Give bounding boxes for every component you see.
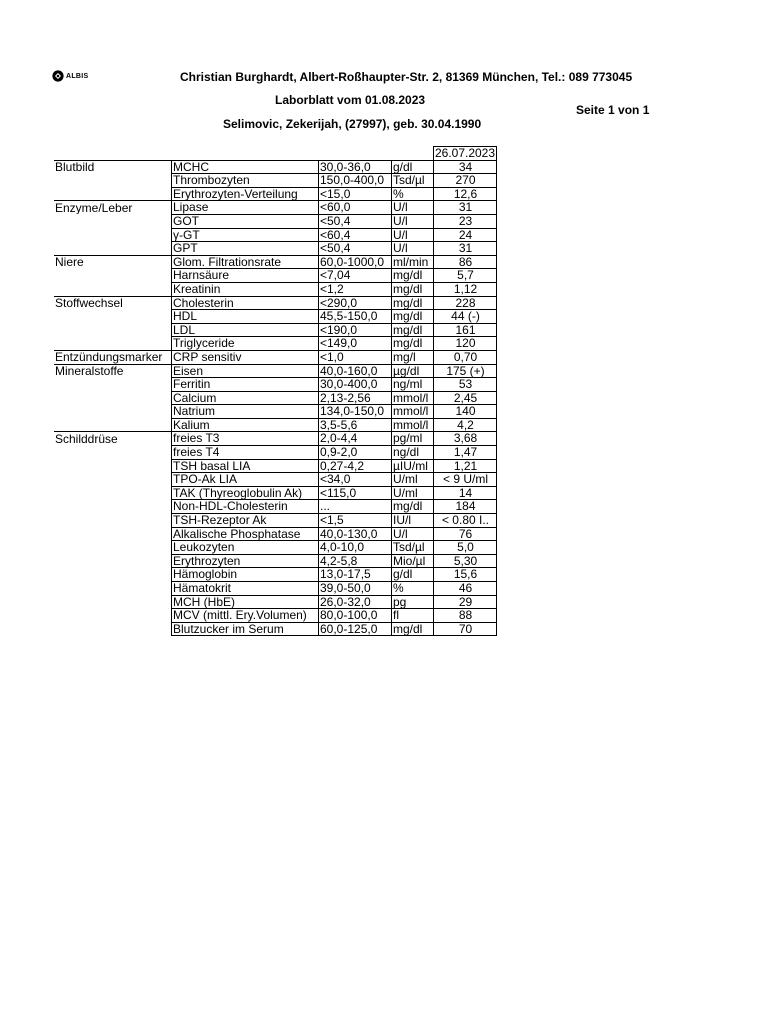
result-value-cell: 53 [434, 378, 497, 392]
result-value-cell: 46 [434, 582, 497, 596]
lab-result-row [54, 228, 497, 242]
test-name-cell: TSH-Rezeptor Ak [172, 514, 319, 528]
lab-results-body [54, 147, 497, 636]
unit-cell: Tsd/µl [392, 541, 434, 555]
unit-cell: mg/dl [392, 622, 434, 636]
result-value-cell: 5,7 [434, 269, 497, 283]
reference-range-cell: 2,0-4,4 [319, 432, 392, 446]
test-name-cell: GOT [172, 214, 319, 228]
blank-header-cell [172, 147, 319, 161]
unit-cell: mmol/l [392, 391, 434, 405]
reference-range-cell: <50,4 [319, 214, 392, 228]
result-value-cell: 175 (+) [434, 364, 497, 378]
result-value-cell: < 0.80 I.. [434, 514, 497, 528]
unit-cell: U/l [392, 228, 434, 242]
result-value-cell: 1,21 [434, 459, 497, 473]
sheet-title: Laborblatt vom 01.08.2023 [275, 93, 426, 107]
lab-result-row [54, 378, 497, 392]
test-name-cell: Hämatokrit [172, 582, 319, 596]
unit-cell: µg/dl [392, 364, 434, 378]
result-value-cell: 0,70 [434, 350, 497, 364]
reference-range-cell: 80,0-100,0 [319, 609, 392, 623]
test-name-cell: Calcium [172, 391, 319, 405]
category-cell: Mineralstoffe [54, 364, 172, 378]
unit-cell: mg/dl [392, 323, 434, 337]
unit-cell: mg/dl [392, 282, 434, 296]
category-cell [54, 527, 172, 541]
reference-range-cell: <149,0 [319, 337, 392, 351]
reference-range-cell: <50,4 [319, 242, 392, 256]
category-cell [54, 514, 172, 528]
result-value-cell: 86 [434, 255, 497, 269]
lab-result-row [54, 160, 497, 174]
result-value-cell: 76 [434, 527, 497, 541]
result-value-cell: 2,45 [434, 391, 497, 405]
category-cell [54, 228, 172, 242]
doctor-address-line: Christian Burghardt, Albert-Roßhaupter-Str. 2, 81369 München, Tel.: 089 773045 [180, 70, 633, 84]
category-cell [54, 405, 172, 419]
category-cell [54, 187, 172, 201]
reference-range-cell: <1,5 [319, 514, 392, 528]
result-date: 26.07.2023 [434, 146, 496, 160]
test-name-cell: Kreatinin [172, 282, 319, 296]
category-cell [54, 337, 172, 351]
category-cell: Enzyme/Leber [54, 201, 172, 215]
lab-result-row [54, 310, 497, 324]
unit-cell: % [392, 582, 434, 596]
reference-range-cell: 2,13-2,56 [319, 391, 392, 405]
reference-range-cell: 45,5-150,0 [319, 310, 392, 324]
test-name-cell: TPO-Ak LIA [172, 473, 319, 487]
lab-result-row [54, 595, 497, 609]
unit-cell: % [392, 187, 434, 201]
unit-cell: mg/dl [392, 310, 434, 324]
test-name-cell: HDL [172, 310, 319, 324]
test-name-cell: Blutzucker im Serum [172, 622, 319, 636]
category-cell [54, 568, 172, 582]
reference-range-cell: 60,0-1000,0 [319, 255, 392, 269]
reference-range-cell: 40,0-160,0 [319, 364, 392, 378]
lab-result-row [54, 405, 497, 419]
test-name-cell: GPT [172, 242, 319, 256]
lab-result-row [54, 269, 497, 283]
unit-cell: U/ml [392, 486, 434, 500]
unit-cell: µIU/ml [392, 459, 434, 473]
result-value-cell: 23 [434, 214, 497, 228]
test-name-cell: TAK (Thyreoglobulin Ak) [172, 486, 319, 500]
category-cell [54, 595, 172, 609]
category-cell [54, 242, 172, 256]
result-value-cell: 161 [434, 323, 497, 337]
result-value-cell: 3,68 [434, 432, 497, 446]
lab-result-row [54, 541, 497, 555]
test-name-cell: Leukozyten [172, 541, 319, 555]
category-cell [54, 622, 172, 636]
unit-cell: mg/dl [392, 296, 434, 310]
result-value-cell: 1,47 [434, 446, 497, 460]
reference-range-cell: 0,9-2,0 [319, 446, 392, 460]
test-name-cell: Ferritin [172, 378, 319, 392]
lab-result-row [54, 582, 497, 596]
category-cell [54, 446, 172, 460]
result-value-cell: 31 [434, 201, 497, 215]
unit-cell: mg/dl [392, 269, 434, 283]
unit-cell: fl [392, 609, 434, 623]
test-name-cell: Glom. Filtrationsrate [172, 255, 319, 269]
lab-result-row [54, 609, 497, 623]
unit-cell: pg/ml [392, 432, 434, 446]
test-name-cell: MCV (mittl. Ery.Volumen) [172, 609, 319, 623]
reference-range-cell: <7,04 [319, 269, 392, 283]
reference-range-cell: ... [319, 500, 392, 514]
unit-cell: pg [392, 595, 434, 609]
reference-range-cell: 60,0-125,0 [319, 622, 392, 636]
reference-range-cell: <1,0 [319, 350, 392, 364]
lab-result-row [54, 391, 497, 405]
test-name-cell: γ-GT [172, 228, 319, 242]
reference-range-cell: 4,0-10,0 [319, 541, 392, 555]
category-cell: Entzündungsmarker [54, 350, 172, 364]
test-name-cell: Kalium [172, 418, 319, 432]
unit-cell: mg/dl [392, 500, 434, 514]
category-cell [54, 582, 172, 596]
test-name-cell: freies T3 [172, 432, 319, 446]
result-value-cell: 4,2 [434, 418, 497, 432]
reference-range-cell: <34,0 [319, 473, 392, 487]
reference-range-cell: 30,0-36,0 [319, 160, 392, 174]
test-name-cell: Non-HDL-Cholesterin [172, 500, 319, 514]
lab-result-row [54, 446, 497, 460]
test-name-cell: Erythrozyten [172, 554, 319, 568]
result-value-cell: 270 [434, 174, 497, 188]
reference-range-cell: 0,27-4,2 [319, 459, 392, 473]
category-cell: Niere [54, 255, 172, 269]
test-name-cell: LDL [172, 323, 319, 337]
test-name-cell: Thrombozyten [172, 174, 319, 188]
unit-cell: Mio/µl [392, 554, 434, 568]
lab-result-row [54, 242, 497, 256]
unit-cell: mmol/l [392, 405, 434, 419]
unit-cell: ml/min [392, 255, 434, 269]
reference-range-cell: 3,5-5,6 [319, 418, 392, 432]
test-name-cell: Hämoglobin [172, 568, 319, 582]
category-cell [54, 554, 172, 568]
test-name-cell: Harnsäure [172, 269, 319, 283]
result-value-cell: 15,6 [434, 568, 497, 582]
unit-cell: U/l [392, 214, 434, 228]
category-cell [54, 541, 172, 555]
reference-range-cell: <60,0 [319, 201, 392, 215]
result-value-cell: 34 [434, 160, 497, 174]
test-name-cell: Cholesterin [172, 296, 319, 310]
category-cell [54, 378, 172, 392]
result-value-cell: 12,6 [434, 187, 497, 201]
category-cell: Stoffwechsel [54, 296, 172, 310]
reference-range-cell: 134,0-150,0 [319, 405, 392, 419]
lab-result-row [54, 174, 497, 188]
test-name-cell: Lipase [172, 201, 319, 215]
reference-range-cell: <1,2 [319, 282, 392, 296]
category-cell [54, 486, 172, 500]
category-cell [54, 500, 172, 514]
lab-result-row [54, 337, 497, 351]
result-value-cell: < 9 U/ml [434, 473, 497, 487]
blank-header-cell [319, 147, 392, 161]
reference-range-cell: <15,0 [319, 187, 392, 201]
patient-line: Selimovic, Zekerijah, (27997), geb. 30.04.1990 [223, 117, 482, 131]
unit-cell: ng/ml [392, 378, 434, 392]
unit-cell: ng/dl [392, 446, 434, 460]
unit-cell: mmol/l [392, 418, 434, 432]
result-value-cell: 184 [434, 500, 497, 514]
result-value-cell: 29 [434, 595, 497, 609]
blank-header-cell [392, 147, 434, 161]
lab-result-row [54, 554, 497, 568]
result-value-cell: 1,12 [434, 282, 497, 296]
lab-result-row [54, 459, 497, 473]
category-cell [54, 174, 172, 188]
reference-range-cell: <190,0 [319, 323, 392, 337]
test-name-cell: Natrium [172, 405, 319, 419]
unit-cell: mg/dl [392, 337, 434, 351]
lab-results-table [54, 146, 497, 636]
lab-result-row [54, 514, 497, 528]
result-value-cell: 70 [434, 622, 497, 636]
albis-logo-text: ALBIS [66, 72, 89, 80]
lab-result-row [54, 187, 497, 201]
reference-range-cell: <290,0 [319, 296, 392, 310]
reference-range-cell: <115,0 [319, 486, 392, 500]
lab-result-row [54, 323, 497, 337]
lab-result-row [54, 214, 497, 228]
unit-cell: IU/l [392, 514, 434, 528]
category-cell [54, 214, 172, 228]
lab-result-row [54, 622, 497, 636]
test-name-cell: Triglyceride [172, 337, 319, 351]
reference-range-cell: 39,0-50,0 [319, 582, 392, 596]
result-value-cell: 88 [434, 609, 497, 623]
date-header-row [54, 147, 497, 161]
page-info: Seite 1 von 1 [576, 103, 650, 117]
lab-result-row [54, 350, 497, 364]
blank-header-cell [54, 147, 172, 161]
category-cell [54, 459, 172, 473]
unit-cell: U/l [392, 527, 434, 541]
category-cell [54, 282, 172, 296]
category-cell [54, 269, 172, 283]
unit-cell: g/dl [392, 160, 434, 174]
albis-logo [52, 70, 89, 82]
lab-result-row [54, 418, 497, 432]
lab-result-row [54, 201, 497, 215]
lab-result-row [54, 432, 497, 446]
test-name-cell: freies T4 [172, 446, 319, 460]
category-cell [54, 473, 172, 487]
test-name-cell: Alkalische Phosphatase [172, 527, 319, 541]
category-cell [54, 310, 172, 324]
reference-range-cell: 150,0-400,0 [319, 174, 392, 188]
category-cell [54, 418, 172, 432]
lab-result-row [54, 500, 497, 514]
result-value-cell: 228 [434, 296, 497, 310]
unit-cell: U/ml [392, 473, 434, 487]
test-name-cell: Erythrozyten-Verteilung [172, 187, 319, 201]
lab-result-row [54, 486, 497, 500]
unit-cell: mg/l [392, 350, 434, 364]
result-value-cell: 120 [434, 337, 497, 351]
result-value-cell: 44 (-) [434, 310, 497, 324]
result-value-cell: 14 [434, 486, 497, 500]
test-name-cell: CRP sensitiv [172, 350, 319, 364]
lab-result-row [54, 364, 497, 378]
result-value-cell: 24 [434, 228, 497, 242]
result-value-cell: 5,30 [434, 554, 497, 568]
albis-logo-icon [52, 70, 64, 82]
lab-result-row [54, 255, 497, 269]
reference-range-cell: 13,0-17,5 [319, 568, 392, 582]
result-value-cell: 140 [434, 405, 497, 419]
test-name-cell: TSH basal LIA [172, 459, 319, 473]
unit-cell: Tsd/µl [392, 174, 434, 188]
category-cell: Blutbild [54, 160, 172, 174]
lab-result-row [54, 296, 497, 310]
lab-result-row [54, 282, 497, 296]
lab-result-row [54, 527, 497, 541]
category-cell [54, 391, 172, 405]
reference-range-cell: 26,0-32,0 [319, 595, 392, 609]
result-value-cell: 5,0 [434, 541, 497, 555]
category-cell: Schilddrüse [54, 432, 172, 446]
reference-range-cell: 30,0-400,0 [319, 378, 392, 392]
reference-range-cell: <60,4 [319, 228, 392, 242]
lab-result-row [54, 568, 497, 582]
lab-result-row [54, 473, 497, 487]
test-name-cell: MCH (HbE) [172, 595, 319, 609]
unit-cell: g/dl [392, 568, 434, 582]
unit-cell: U/l [392, 242, 434, 256]
result-value-cell: 31 [434, 242, 497, 256]
reference-range-cell: 4,2-5,8 [319, 554, 392, 568]
reference-range-cell: 40,0-130,0 [319, 527, 392, 541]
unit-cell: U/l [392, 201, 434, 215]
test-name-cell: MCHC [172, 160, 319, 174]
test-name-cell: Eisen [172, 364, 319, 378]
category-cell [54, 609, 172, 623]
category-cell [54, 323, 172, 337]
